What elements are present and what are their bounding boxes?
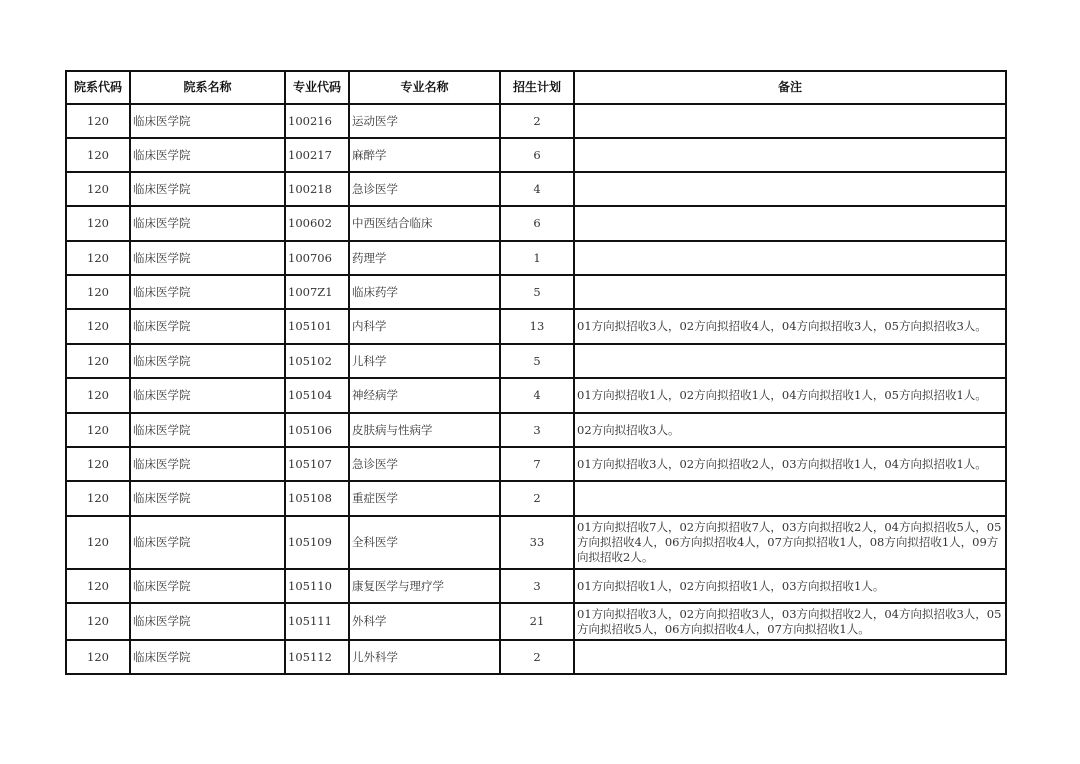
remark-cell: 01方向拟招收7人，02方向拟招收7人，03方向拟招收2人，04方向拟招收5人，05方向拟招收4人，06方向拟招收4人，07方向拟招收1人，08方向拟招收1人，09方向拟招收2人。 <box>574 516 1006 569</box>
remark-cell <box>574 640 1006 674</box>
header-dept-code: 院系代码 <box>66 71 130 104</box>
dept-code-cell: 120 <box>66 481 130 516</box>
plan-cell: 6 <box>500 138 574 172</box>
major-name-cell: 外科学 <box>349 603 500 640</box>
plan-cell: 2 <box>500 640 574 674</box>
dept-code-cell: 120 <box>66 206 130 241</box>
major-code-cell: 100706 <box>285 241 349 275</box>
major-name-cell: 儿外科学 <box>349 640 500 674</box>
remark-cell <box>574 241 1006 275</box>
remark-cell <box>574 138 1006 172</box>
dept-name-cell: 临床医学院 <box>130 206 285 241</box>
remark-cell <box>574 172 1006 206</box>
table-row <box>66 481 1006 516</box>
major-code-cell: 105111 <box>285 603 349 640</box>
major-name-cell: 急诊医学 <box>349 447 500 481</box>
major-code-cell: 105101 <box>285 309 349 344</box>
major-name-cell: 内科学 <box>349 309 500 344</box>
plan-cell: 4 <box>500 172 574 206</box>
dept-name-cell: 临床医学院 <box>130 640 285 674</box>
major-code-cell: 105107 <box>285 447 349 481</box>
remark-cell: 01方向拟招收3人，02方向拟招收4人，04方向拟招收3人，05方向拟招收3人。 <box>574 309 1006 344</box>
remark-cell <box>574 206 1006 241</box>
dept-name-cell: 临床医学院 <box>130 241 285 275</box>
dept-code-cell: 120 <box>66 413 130 447</box>
remark-cell: 02方向拟招收3人。 <box>574 413 1006 447</box>
major-code-cell: 105106 <box>285 413 349 447</box>
major-name-cell: 临床药学 <box>349 275 500 309</box>
header-major-code: 专业代码 <box>285 71 349 104</box>
major-code-cell: 105102 <box>285 344 349 378</box>
remark-cell: 01方向拟招收3人，02方向拟招收2人，03方向拟招收1人，04方向拟招收1人。 <box>574 447 1006 481</box>
dept-name-cell: 临床医学院 <box>130 172 285 206</box>
dept-code-cell: 120 <box>66 344 130 378</box>
dept-name-cell: 临床医学院 <box>130 569 285 603</box>
dept-code-cell: 120 <box>66 569 130 603</box>
table-row <box>66 275 1006 309</box>
enrollment-plan-table <box>65 70 1007 675</box>
remark-cell <box>574 481 1006 516</box>
table-row <box>66 569 1006 603</box>
remark-cell <box>574 275 1006 309</box>
table-row <box>66 241 1006 275</box>
major-code-cell: 105109 <box>285 516 349 569</box>
dept-code-cell: 120 <box>66 172 130 206</box>
major-code-cell: 100218 <box>285 172 349 206</box>
table-row <box>66 603 1006 640</box>
table-row <box>66 447 1006 481</box>
remark-cell <box>574 344 1006 378</box>
table-row <box>66 206 1006 241</box>
dept-name-cell: 临床医学院 <box>130 447 285 481</box>
major-name-cell: 皮肤病与性病学 <box>349 413 500 447</box>
header-major-name: 专业名称 <box>349 71 500 104</box>
dept-code-cell: 120 <box>66 447 130 481</box>
dept-name-cell: 临床医学院 <box>130 104 285 138</box>
dept-code-cell: 120 <box>66 603 130 640</box>
dept-name-cell: 临床医学院 <box>130 275 285 309</box>
major-name-cell: 药理学 <box>349 241 500 275</box>
major-name-cell: 急诊医学 <box>349 172 500 206</box>
table-row <box>66 378 1006 413</box>
table-body <box>66 104 1006 674</box>
dept-code-cell: 120 <box>66 104 130 138</box>
dept-code-cell: 120 <box>66 241 130 275</box>
plan-cell: 6 <box>500 206 574 241</box>
table-row <box>66 344 1006 378</box>
major-code-cell: 105104 <box>285 378 349 413</box>
plan-cell: 13 <box>500 309 574 344</box>
major-code-cell: 100602 <box>285 206 349 241</box>
plan-cell: 5 <box>500 344 574 378</box>
major-code-cell: 105108 <box>285 481 349 516</box>
dept-code-cell: 120 <box>66 516 130 569</box>
plan-cell: 7 <box>500 447 574 481</box>
dept-code-cell: 120 <box>66 378 130 413</box>
dept-name-cell: 临床医学院 <box>130 344 285 378</box>
remark-cell: 01方向拟招收3人，02方向拟招收3人，03方向拟招收2人，04方向拟招收3人，05方向拟招收5人，06方向拟招收4人，07方向拟招收1人。 <box>574 603 1006 640</box>
remark-cell <box>574 104 1006 138</box>
plan-cell: 5 <box>500 275 574 309</box>
major-code-cell: 1007Z1 <box>285 275 349 309</box>
plan-cell: 2 <box>500 104 574 138</box>
dept-name-cell: 临床医学院 <box>130 309 285 344</box>
major-name-cell: 神经病学 <box>349 378 500 413</box>
major-code-cell: 100217 <box>285 138 349 172</box>
plan-cell: 1 <box>500 241 574 275</box>
header-plan: 招生计划 <box>500 71 574 104</box>
major-name-cell: 重症医学 <box>349 481 500 516</box>
dept-name-cell: 临床医学院 <box>130 603 285 640</box>
table-row <box>66 640 1006 674</box>
major-name-cell: 运动医学 <box>349 104 500 138</box>
header-dept-name: 院系名称 <box>130 71 285 104</box>
dept-code-cell: 120 <box>66 640 130 674</box>
header-remark: 备注 <box>574 71 1006 104</box>
major-name-cell: 麻醉学 <box>349 138 500 172</box>
table-row <box>66 413 1006 447</box>
plan-cell: 3 <box>500 569 574 603</box>
major-code-cell: 105112 <box>285 640 349 674</box>
dept-code-cell: 120 <box>66 309 130 344</box>
plan-cell: 4 <box>500 378 574 413</box>
dept-name-cell: 临床医学院 <box>130 413 285 447</box>
major-code-cell: 105110 <box>285 569 349 603</box>
major-code-cell: 100216 <box>285 104 349 138</box>
plan-cell: 3 <box>500 413 574 447</box>
table-row <box>66 104 1006 138</box>
table-row <box>66 172 1006 206</box>
dept-name-cell: 临床医学院 <box>130 516 285 569</box>
dept-name-cell: 临床医学院 <box>130 138 285 172</box>
table-row <box>66 309 1006 344</box>
table-row <box>66 516 1006 569</box>
header-row <box>66 71 1006 104</box>
dept-code-cell: 120 <box>66 138 130 172</box>
plan-cell: 2 <box>500 481 574 516</box>
remark-cell: 01方向拟招收1人，02方向拟招收1人，04方向拟招收1人，05方向拟招收1人。 <box>574 378 1006 413</box>
dept-code-cell: 120 <box>66 275 130 309</box>
table-row <box>66 138 1006 172</box>
dept-name-cell: 临床医学院 <box>130 481 285 516</box>
plan-cell: 33 <box>500 516 574 569</box>
major-name-cell: 中西医结合临床 <box>349 206 500 241</box>
major-name-cell: 康复医学与理疗学 <box>349 569 500 603</box>
remark-cell: 01方向拟招收1人，02方向拟招收1人，03方向拟招收1人。 <box>574 569 1006 603</box>
major-name-cell: 儿科学 <box>349 344 500 378</box>
dept-name-cell: 临床医学院 <box>130 378 285 413</box>
plan-cell: 21 <box>500 603 574 640</box>
major-name-cell: 全科医学 <box>349 516 500 569</box>
